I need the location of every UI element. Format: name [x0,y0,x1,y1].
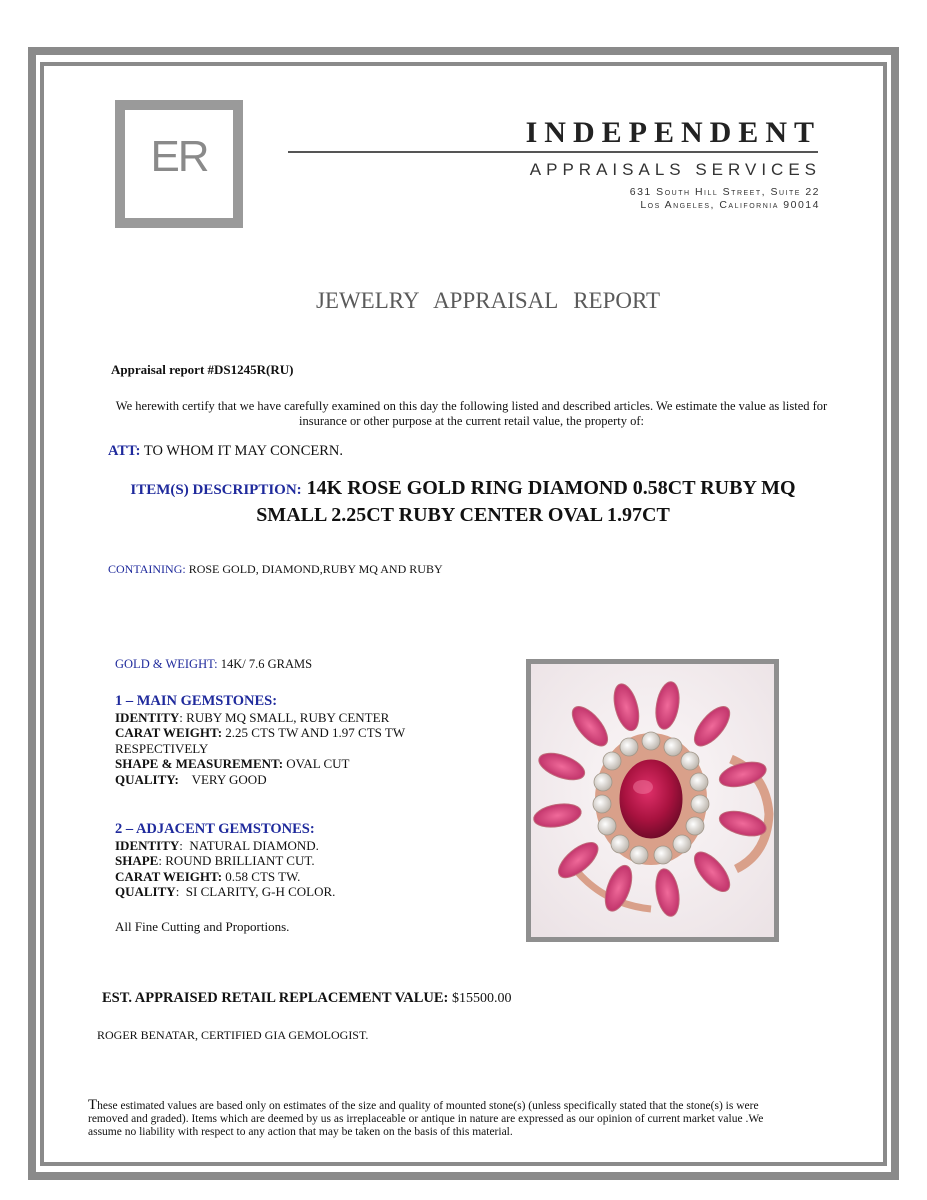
logo-mark: ER [150,132,208,181]
gold-weight-value: 14K/ 7.6 GRAMS [220,657,313,671]
adjacent-gemstones-heading: 2 – ADJACENT GEMSTONES: [115,821,315,837]
estimated-value-line [102,990,511,1007]
company-name: INDEPENDENT [525,116,821,149]
item-line-1: 14K ROSE GOLD RING DIAMOND 0.58CT RUBY MQ [306,477,796,499]
ring-image [531,664,774,937]
att-value: TO WHOM IT MAY CONCERN. [143,443,344,459]
disclaimer [88,1099,788,1139]
address-line-1: 631 South Hill Street, Suite 22 [629,186,820,198]
report-title: JEWELRY APPRAISAL REPORT [315,288,661,313]
att-label: ATT: [108,443,141,459]
disclaimer-text: hese estimated values are based only on estimates of the size and quality of mounted stone(s) (unless specifically stated that the stone(s) is were removed and graded). Items which are deemed by us as irreplaceable or antique in nature are expressed as our opinion of current market value .We assume no liability with respect to any action that may be taken on the basis of this material. [88,1100,764,1138]
adjacent-identity: IDENTITY: NATURAL DIAMOND. [115,837,319,853]
containing-label: CONTAINING: [108,562,186,576]
disclaimer-initial: T [88,1097,98,1113]
main-gemstones-heading: 1 – MAIN GEMSTONES: [115,693,278,709]
adjacent-gemstones-section [115,822,445,900]
adjacent-carat-weight: CARAT WEIGHT: 0.58 CTS TW. [115,868,301,884]
estimate-label: EST. APPRAISED RETAIL REPLACEMENT VALUE: [102,990,449,1006]
item-description [90,476,836,528]
containing-value: ROSE GOLD, DIAMOND,RUBY MQ AND RUBY [188,562,443,576]
main-quality: QUALITY: VERY GOOD [115,771,267,787]
company-address [630,186,820,212]
certification-text: We herewith certify that we have carefully examined on this day the following listed and described articles. We estimate the value as listed for insurance or other purpose at the current retail value, the property of: [115,399,828,428]
estimate-value: $15500.00 [451,991,512,1006]
header-rule [288,151,818,153]
company-subtitle: APPRAISALS SERVICES [529,160,821,179]
fine-cutting-note: All Fine Cutting and Proportions. [115,919,290,934]
item-label: ITEM(S) DESCRIPTION: [130,482,302,498]
main-identity: IDENTITY: RUBY MQ SMALL, RUBY CENTER [115,709,390,725]
address-line-2: Los Angeles, California 90014 [640,199,820,211]
main-gemstones-section [115,694,445,787]
containing-line [108,562,443,577]
logo-label: Appraisal [144,196,214,210]
gold-weight-line [115,657,312,672]
adjacent-quality: QUALITY: SI CLARITY, G-H COLOR. [115,884,336,899]
att-line [108,443,343,460]
main-shape: SHAPE & MEASUREMENT: OVAL CUT [115,756,350,771]
gold-weight-label: GOLD & WEIGHT: [115,657,218,671]
gemologist-signature: ROGER BENATAR, CERTIFIED GIA GEMOLOGIST. [97,1028,369,1042]
company-logo [115,100,243,228]
ring-photo [531,664,774,937]
report-number: Appraisal report #DS1245R(RU) [111,362,294,377]
adjacent-shape: SHAPE: ROUND BRILLIANT CUT. [115,853,315,868]
ring-photo-frame [526,659,779,942]
item-line-2: SMALL 2.25CT RUBY CENTER OVAL 1.97CT [256,504,670,526]
main-carat-weight: CARAT WEIGHT: 2.25 CTS TW AND 1.97 CTS TW RESPECTIVELY [115,725,405,756]
